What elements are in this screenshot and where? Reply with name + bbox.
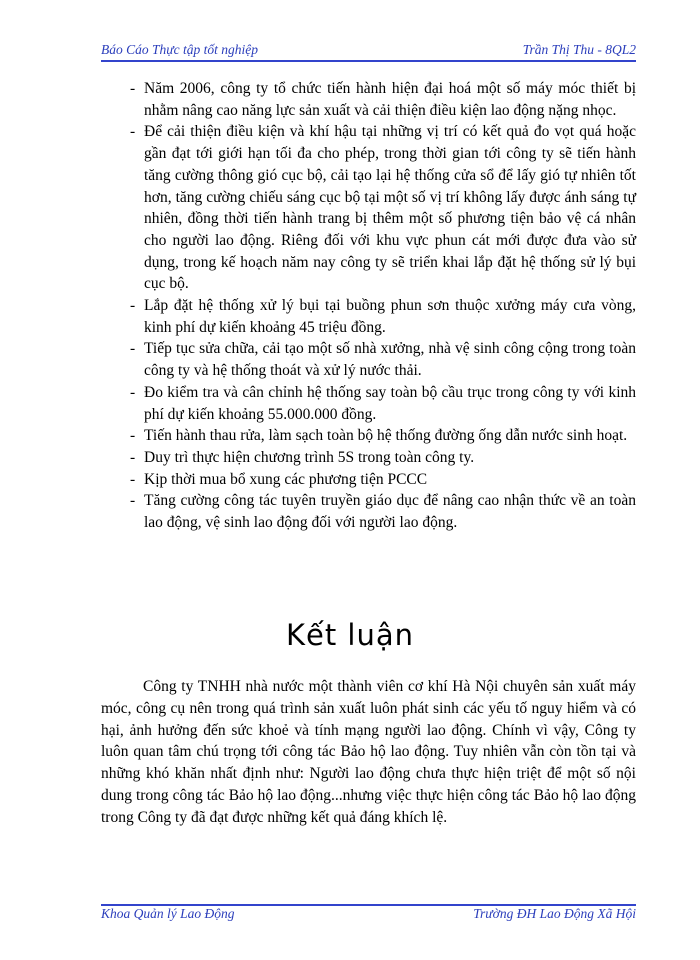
list-item: - Năm 2006, công ty tổ chức tiến hành hiện đại hoá một số máy móc thiết bị nhằm nâng cao năng lực sản xuất và cải thiện điều kiện lao động nặng nhọc.: [130, 80, 636, 119]
dash-bullet: -: [130, 470, 136, 488]
footer-faculty: Khoa Quản lý Lao Động: [101, 906, 235, 921]
dash-bullet: -: [130, 80, 136, 97]
header-divider: [101, 60, 636, 62]
dash-bullet: -: [130, 340, 136, 358]
dash-bullet: -: [130, 383, 136, 401]
list-item: - Để cải thiện điều kiện và khí hậu tại những vị trí có kết quả đo vọt quá hoặc gần đạt tới giới hạn tối đa cho phép, trong thời gian tới công ty sẽ tiến hành tăng cường thông gió cục bộ, cải tạo lại hệ thống cửa sổ để lấy gió tự nhiên tốt hơn, tăng cường chiếu sáng cục bộ tại một số vị trí không lấy được ánh sáng tự nhiên, đồng thời tiến hành trang bị thêm một số phương tiện bảo vệ cá nhân cho người lao động. Riêng đối với khu vực phun cát mới được đưa vào sử dụng, trong kế hoạch năm nay công ty sẽ triển khai lắp đặt hệ thống sử lý bụi cục bộ.: [130, 123, 636, 293]
list-item: - Tiếp tục sửa chữa, cải tạo một số nhà xưởng, nhà vệ sinh công cộng trong toàn công ty và hệ thống thoát và xử lý nước thải.: [130, 340, 636, 380]
dash-bullet: -: [130, 427, 136, 445]
list-item: - Lắp đặt hệ thống xử lý bụi tại buồng phun sơn thuộc xưởng máy cưa vòng, kinh phí dự kiến khoảng 45 triệu đồng.: [130, 297, 636, 336]
dash-bullet: -: [130, 492, 136, 510]
list-item: - Tiến hành thau rửa, làm sạch toàn bộ hệ thống đường ống dẫn nước sinh hoạt.: [130, 425, 636, 447]
footer-university: Trường ĐH Lao Động Xã Hội: [473, 906, 636, 921]
list-item: - Kịp thời mua bổ xung các phương tiện PCCC: [130, 469, 636, 491]
list-item: - Đo kiểm tra và cân chỉnh hệ thống say toàn bộ cầu trục trong công ty với kinh phí dự kiến khoảng 55.000.000 đồng.: [130, 383, 636, 423]
dash-bullet: -: [130, 123, 136, 141]
conclusion-heading: Kết luận: [285, 618, 415, 652]
list-item: - Duy trì thực hiện chương trình 5S trong toàn công ty.: [130, 447, 636, 469]
page-header: [101, 42, 636, 62]
conclusion-paragraph: Công ty TNHH nhà nước một thành viên cơ khí Hà Nội chuyên sản xuất máy móc, công cụ nên trong quá trình sản xuất luôn phát sinh các yếu tố nguy hiểm và có hại, ảnh hưởng đến sức khoẻ và tính mạng người lao động. Chính vì vậy, Công ty luôn quan tâm chú trọng tới công tác Bảo hộ lao động. Tuy nhiên vẫn còn tồn tại và những khó khăn nhất định như: Người lao động chưa thực hiện triệt để một số nội dung trong công tác Bảo hộ lao động...nhưng việc thực hiện công tác Bảo hộ lao động trong Công ty đã đạt được những kết quả đáng khích lệ.: [101, 678, 636, 826]
measures-list: [130, 78, 636, 534]
list-item: - Tăng cường công tác tuyên truyền giáo dục để nâng cao nhận thức về an toàn lao động, vệ sinh lao động đối với người lao động.: [130, 492, 636, 532]
header-report-title: Báo Cáo Thực tập tốt nghiệp: [101, 42, 258, 57]
dash-bullet: -: [130, 297, 136, 315]
page-footer: [101, 906, 636, 926]
header-author: Trần Thị Thu - 8QL2: [522, 42, 636, 57]
dash-bullet: -: [130, 448, 136, 466]
